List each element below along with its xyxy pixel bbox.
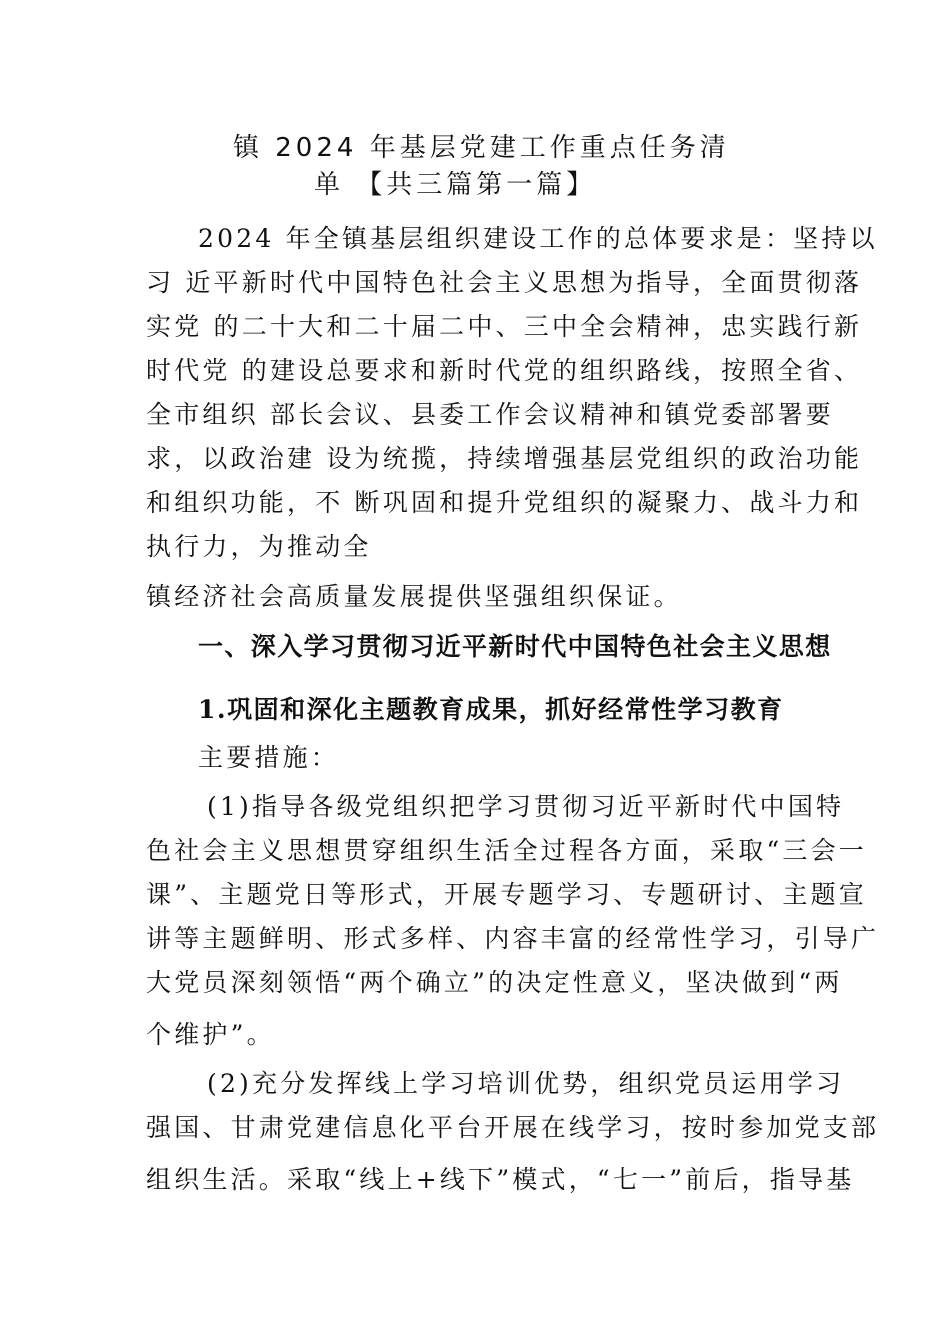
measure-line: 组织生活。采取“线上+线下”模式，“七一”前后，指导基 (146, 1165, 855, 1194)
intro-line: 实党 的二十大和二十届二中、三中全会精神，忠实践行新 (146, 312, 863, 341)
intro-line: 执行力，为推动全 (146, 532, 372, 561)
intro-line: 习 近平新时代中国特色社会主义思想为指导，全面贯彻落 (146, 268, 863, 297)
measure-line: (1)指导各级党组织把学习贯彻习近平新时代中国特 (207, 792, 845, 821)
document-title-line-1: 镇 2024 年基层党建工作重点任务清 (233, 133, 730, 163)
intro-line: 镇经济社会高质量发展提供坚强组织保证。 (146, 582, 682, 611)
measure-line: 讲等主题鲜明、形式多样、内容丰富的经常性学习，引导广 (146, 924, 880, 953)
intro-line: 2024 年全镇基层组织建设工作的总体要求是：坚持以 (198, 224, 878, 253)
measure-line: 个维护”。 (146, 1020, 275, 1049)
intro-line: 求，以政治建 设为统揽，持续增强基层党组织的政治功能 (146, 444, 863, 473)
measure-line: (2)充分发挥线上学习培训优势，组织党员运用学习 (207, 1069, 845, 1098)
intro-line: 和组织功能，不 断巩固和提升党组织的凝聚力、战斗力和 (146, 488, 863, 517)
intro-line: 全市组织 部长会议、县委工作会议精神和镇党委部署要 (146, 400, 834, 429)
subsection-heading: 1.巩固和深化主题教育成果，抓好经常性学习教育 (198, 695, 784, 724)
section-heading: 一、深入学习贯彻习近平新时代中国特色社会主义思想 (198, 632, 832, 661)
measure-line: 强国、甘肃党建信息化平台开展在线学习，按时参加党支部 (146, 1113, 880, 1142)
intro-line: 时代党 的建设总要求和新时代党的组织路线，按照全省、 (146, 356, 863, 385)
measures-label: 主要措施： (198, 743, 340, 772)
measure-line: 课”、主题党日等形式，开展专题学习、专题研讨、主题宣 (146, 880, 867, 909)
measure-line: 大党员深刻领悟“两个确立”的决定性意义，坚决做到“两 (146, 968, 843, 997)
document-title-line-2: 单 【共三篇第一篇】 (314, 170, 597, 200)
measure-line: 色社会主义思想贯穿组织生活全过程各方面，采取“三会一 (146, 836, 867, 865)
